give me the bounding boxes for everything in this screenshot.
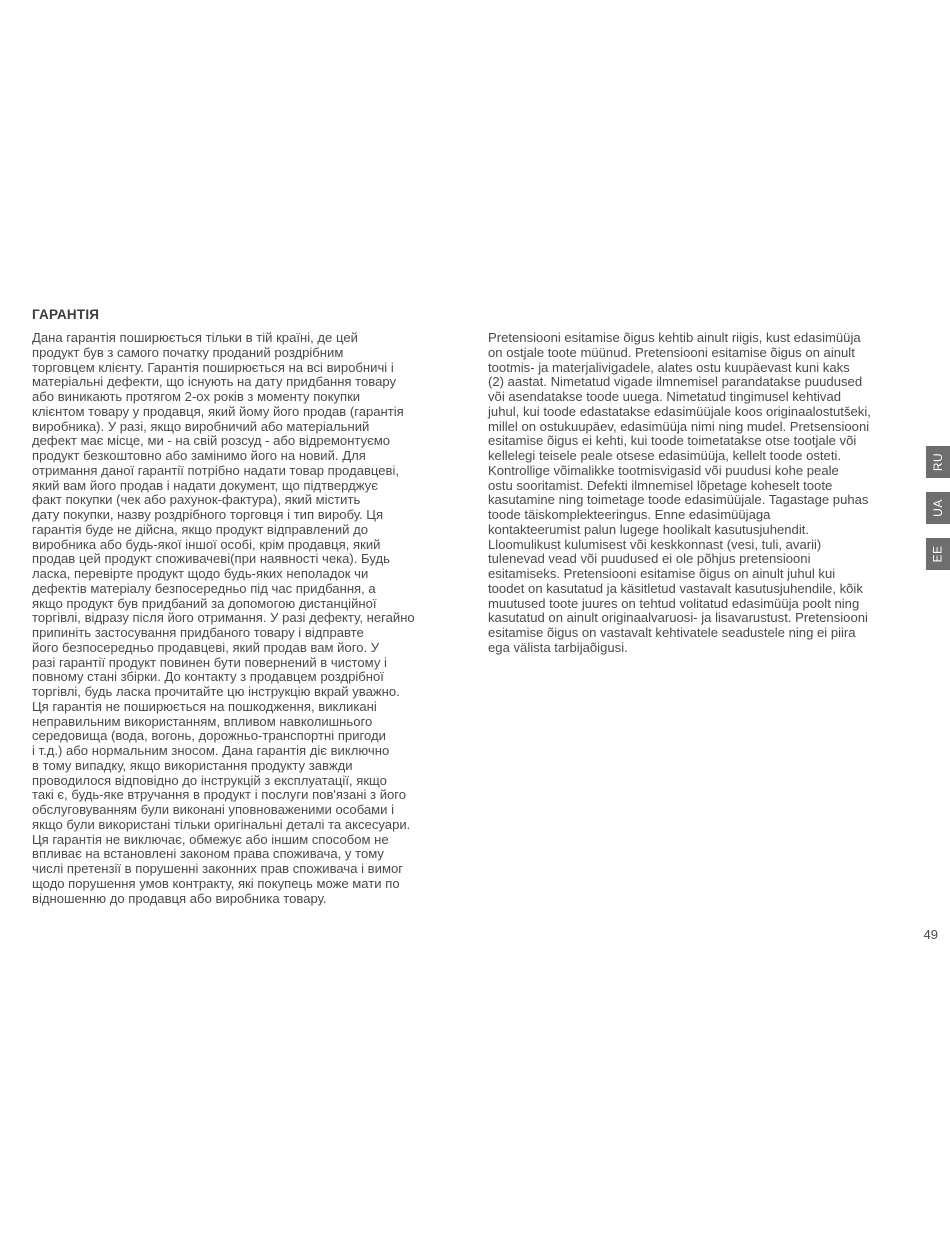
text-line: on ostjale toote müünud. Pretensiooni esitamise õigus on ainult: [488, 344, 855, 360]
text-line: toodet on kasutatud ja käsitletud vastavalt kasutusjuhendile, kõik: [488, 580, 863, 596]
text-line: виробника). У разі, якщо виробничий або матеріальний: [32, 418, 370, 434]
text-line: припиніть застосування придбаного товару і відправте: [32, 625, 364, 640]
text-line: ega välista tarbijaõigusi.: [488, 639, 628, 655]
text-line: і т.д.) або нормальним зносом. Дана гарантія діє виключно: [32, 743, 390, 758]
warranty-text-ua: [32, 331, 415, 906]
text-line: Дана гарантія поширюється тільки в тій країні, де цей: [32, 330, 358, 345]
text-line: або виникають протягом 2-ох років з моменту покупки: [32, 389, 361, 404]
warranty-heading: ГАРАНТІЯ: [32, 307, 100, 322]
text-line: продукт безкоштовно або замінимо його на новий. Для: [32, 448, 366, 463]
text-line: Pretensiooni esitamise õigus kehtib ainult riigis, kust edasimüüja: [488, 330, 861, 345]
text-line: Ця гарантія не поширюється на пошкодження, викликані: [32, 698, 377, 714]
text-line: esitamise õigus on vastavalt kehtivatele seadustele ning ei piira: [488, 625, 856, 640]
text-line: toode täiskomplekteeringus. Enne edasimüüjaga: [488, 507, 771, 522]
text-line: дефект має місце, ми - на свій розсуд - або відремонтуємо: [32, 433, 391, 449]
language-tab-ua[interactable]: [926, 492, 950, 524]
language-tab-ee[interactable]: [926, 538, 950, 570]
text-line: Lloomulikust kulumisest või keskkonnast (vesi, tuli, avarii): [488, 536, 822, 552]
text-line: разі гарантії продукт повинен бути повернений в чистому і: [32, 654, 387, 670]
language-tab-ru[interactable]: [926, 446, 950, 478]
text-line: повному стані збірки. До контакту з продавцем роздрібної: [32, 669, 384, 685]
text-line: дату покупки, назву роздрібного торговця і тип виробу. Ця: [32, 507, 384, 522]
text-line: торгівлі, відразу після його отримання. У разі дефекту, негайно: [32, 610, 415, 626]
text-line: muutused toote juures on tehtud volitatud edasimüüja poolt ning: [488, 595, 860, 611]
text-line: tulenevad vead või puudused ei ole põhjus pretensiooni: [488, 551, 811, 567]
text-line: ласка, перевірте продукт щодо будь-яких неполадок чи: [32, 566, 369, 581]
text-line: Ця гарантія не виключає, обмежує або іншим способом не: [32, 831, 389, 847]
text-line: клієнтом товару у продавця, який йому його продав (гарантія: [32, 403, 404, 419]
text-line: матеріальні дефекти, що існують на дату придбання товару: [32, 374, 397, 390]
text-line: відношенню до продавця або виробника товару.: [32, 890, 327, 906]
text-line: millel on ostukuupäev, edasimüüja nimi ning mudel. Pretsensiooni: [488, 418, 870, 434]
text-line: неправильним використанням, впливом навколишнього: [32, 713, 373, 729]
text-line: такі є, будь-яке втручання в продукт і послуги пов'язані з його: [32, 787, 407, 803]
text-line: продукт був з самого початку проданий роздрібним: [32, 344, 344, 360]
language-tab-ua-label: UA: [930, 499, 945, 517]
text-line: середовища (вода, вогонь, дорожньо-транспортні пригоди: [32, 728, 386, 744]
text-line: ostu sooritamist. Defekti ilmnemisel lõpetage koheselt toote: [488, 477, 833, 493]
text-line: tootmis- ja materjalivigadele, alates ostu kuupäevast kuni kaks: [488, 359, 850, 375]
text-line: продав цей продукт споживачеві(при наявності чека). Будь: [32, 551, 390, 567]
warranty-text-ee: [488, 331, 871, 656]
text-line: отримання даної гарантії потрібно надати товар продавцеві,: [32, 462, 400, 478]
text-line: дефектів матеріалу безпосередньо під час придбання, а: [32, 580, 376, 596]
text-line: торгівлі, будь ласка прочитайте цю інструкцію вкрай уважно.: [32, 684, 400, 699]
text-line: його безпосередньо продавцеві, який продав вам його. У: [32, 639, 380, 655]
text-line: обслуговуванням були виконані уповноваженими особами і: [32, 802, 395, 817]
text-line: või asendatakse toode uuega. Nimetatud tingimusel kehtivad: [488, 389, 842, 404]
text-line: juhul, kui toode edastatakse edasimüüjale koos originaalostutšeki,: [488, 403, 871, 419]
text-line: kasutatud on ainult originaalvaruosi- ja lisavarustust. Pretensiooni: [488, 610, 868, 626]
text-line: який вам його продав і надати документ, що підтверджує: [32, 477, 378, 493]
text-line: якщо продукт був придбаний за допомогою дистанційної: [32, 595, 377, 611]
text-line: торговцем клієнту. Гарантія поширюється на всі виробничі і: [32, 359, 394, 375]
text-line: esitamiseks. Pretensiooni esitamise õigus on ainult juhul kui: [488, 566, 836, 581]
text-line: якщо були використані тільки оригінальні деталі та аксесуари.: [32, 816, 411, 832]
text-line: kellelegi teisele peale otsese edasimüüja, kellelt toode osteti.: [488, 448, 842, 463]
text-line: (2) aastat. Nimetatud vigade ilmnemisel parandatakse puudused: [488, 374, 863, 390]
text-line: факт покупки (чек або рахунок-фактура), який містить: [32, 492, 361, 508]
text-line: kontakteerumist palun lugege hoolikalt kasutusjuhendit.: [488, 521, 810, 537]
text-line: проводилося відповідно до інструкцій з експлуатації, якщо: [32, 772, 387, 788]
text-line: гарантія буде не дійсна, якщо продукт відправлений до: [32, 521, 369, 537]
text-line: щодо порушення умов контракту, які покупець може мати по: [32, 875, 400, 891]
text-line: впливає на встановлені законом права споживача, у тому: [32, 846, 384, 862]
language-tab-ru-label: RU: [931, 452, 945, 472]
text-line: в тому випадку, якщо використання продукту завжди: [32, 757, 353, 773]
text-line: числі претензії в порушенні законних прав споживача і вимог: [32, 861, 404, 876]
language-tab-ee-label: EE: [930, 545, 945, 563]
text-line: esitamise õigus ei kehti, kui toode toimetatakse otse tootjale või: [488, 433, 857, 449]
page-number: 49: [923, 927, 938, 942]
text-line: Kontrollige võimalikke tootmisvigasid või puudusi kohe peale: [488, 462, 839, 478]
text-line: kasutamine ning toimetage toode edasimüüjale. Tagastage puhas: [488, 492, 869, 508]
text-line: виробника або будь-якої іншої особі, крім продавця, який: [32, 536, 381, 552]
